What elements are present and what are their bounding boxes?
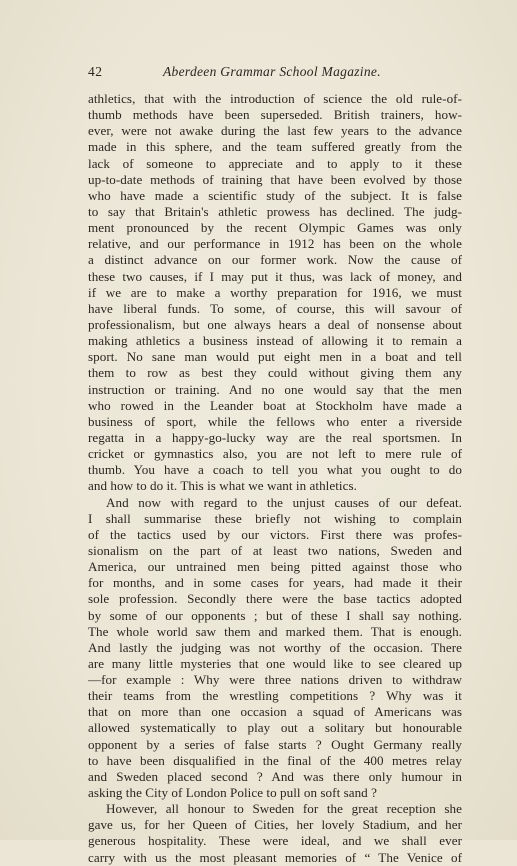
text-line: And lastly the judging was not worthy of the occasion. There <box>88 639 462 655</box>
text-line: of the tactics used by our victors. First there was profes- <box>88 526 462 542</box>
text-line: The whole world saw them and marked them. That is enough. <box>88 623 462 639</box>
text-line: have liberal funds. To some, of course, this will savour of <box>88 300 462 316</box>
text-line: for months, and in some cases for years, had made it their <box>88 575 462 591</box>
text-line: allowed systematically to play out a solitary but honourable <box>88 720 462 736</box>
text-line: their teams from the wrestling competitions ? Why was it <box>88 688 462 704</box>
text-line: opponent by a series of false starts ? Ought Germany really <box>88 736 462 752</box>
text-line: carry with us the most pleasant memories of “ The Venice of <box>88 849 462 865</box>
page-number: 42 <box>88 64 103 79</box>
text-line: sole profession. Secondly there were the base tactics adopted <box>88 591 462 607</box>
text-line: that on more than one occasion a squad of Americans was <box>88 704 462 720</box>
text-line: cricket or gymnastics also, you are not left to mere rule of <box>88 446 462 462</box>
body-text <box>88 91 462 866</box>
text-line: a distinct advance on our former work. Now the cause of <box>88 252 462 268</box>
text-line: these two causes, if I may put it thus, was lack of money, and <box>88 268 462 284</box>
text-line: athletics, that with the introduction of science the old rule-of- <box>88 91 462 106</box>
text-line: instruction or training. And no one would say that the men <box>88 381 462 397</box>
text-line: However, all honour to Sweden for the great reception she <box>106 801 462 817</box>
text-line: lack of someone to appreciate and to apply to it these <box>88 155 462 171</box>
text-line: I shall summarise these briefly not wishing to complain <box>88 510 462 526</box>
text-line: up-to-date methods of training that have been evolved by those <box>88 171 462 187</box>
text-line: who rowed in the Leander boat at Stockholm have made a <box>88 397 462 413</box>
text-line: gave us, for her Queen of Cities, her lovely Stadium, and her <box>88 817 462 833</box>
text-line: if we are to make a worthy preparation for 1916, we must <box>88 284 462 300</box>
text-line: and Sweden placed second ? And was there only humour in <box>88 768 462 784</box>
text-line: who have made a scientific study of the subject. It is false <box>88 187 462 203</box>
text-line: to say that Britain's athletic prowess has declined. The judg- <box>88 203 462 219</box>
text-line: ever, were not awake during the last few years to the advance <box>88 123 462 139</box>
text-line: regatta in a happy-go-lucky way are the real sportsmen. In <box>88 429 462 445</box>
text-line: to have been disqualified in the final of the 400 metres relay <box>88 752 462 768</box>
running-title: Aberdeen Grammar School Magazine. <box>163 64 381 79</box>
page-header <box>88 64 433 80</box>
text-line: ment pronounced by the recent Olympic Games was only <box>88 220 462 236</box>
text-line: thumb methods have been superseded. British trainers, how- <box>88 107 462 123</box>
text-line: —for example : Why were three nations driven to withdraw <box>88 672 462 688</box>
text-line: and how to do it. This is what we want in athletics. <box>88 478 357 494</box>
text-line: by some of our opponents ; but of these I shall say nothing. <box>88 607 462 623</box>
text-line: professionalism, but one always hears a deal of nonsense about <box>88 316 462 332</box>
text-line: asking the City of London Police to pull on soft sand ? <box>88 785 377 801</box>
text-line: sport. No sane man would put eight men in a boat and tell <box>88 349 462 365</box>
text-line: America, our untrained men being pitted against those who <box>88 559 462 575</box>
text-line: generous hospitality. These were ideal, and we shall ever <box>88 833 462 849</box>
text-line: made in this sphere, and the team suffered greatly from the <box>88 139 462 155</box>
text-line: business of sport, while the fellows who enter a riverside <box>88 413 462 429</box>
text-line: them to row as best they could without giving them any <box>88 365 462 381</box>
text-line: And now with regard to the unjust causes of our defeat. <box>106 494 462 510</box>
text-line: sionalism on the part of at least two nations, Sweden and <box>88 542 462 558</box>
text-line: are many little mysteries that one would like to see cleared up <box>88 655 462 671</box>
text-line: thumb. You have a coach to tell you what you ought to do <box>88 462 462 478</box>
text-line: making athletics a business instead of allowing it to remain a <box>88 333 462 349</box>
text-line: relative, and our performance in 1912 has been on the whole <box>88 236 462 252</box>
